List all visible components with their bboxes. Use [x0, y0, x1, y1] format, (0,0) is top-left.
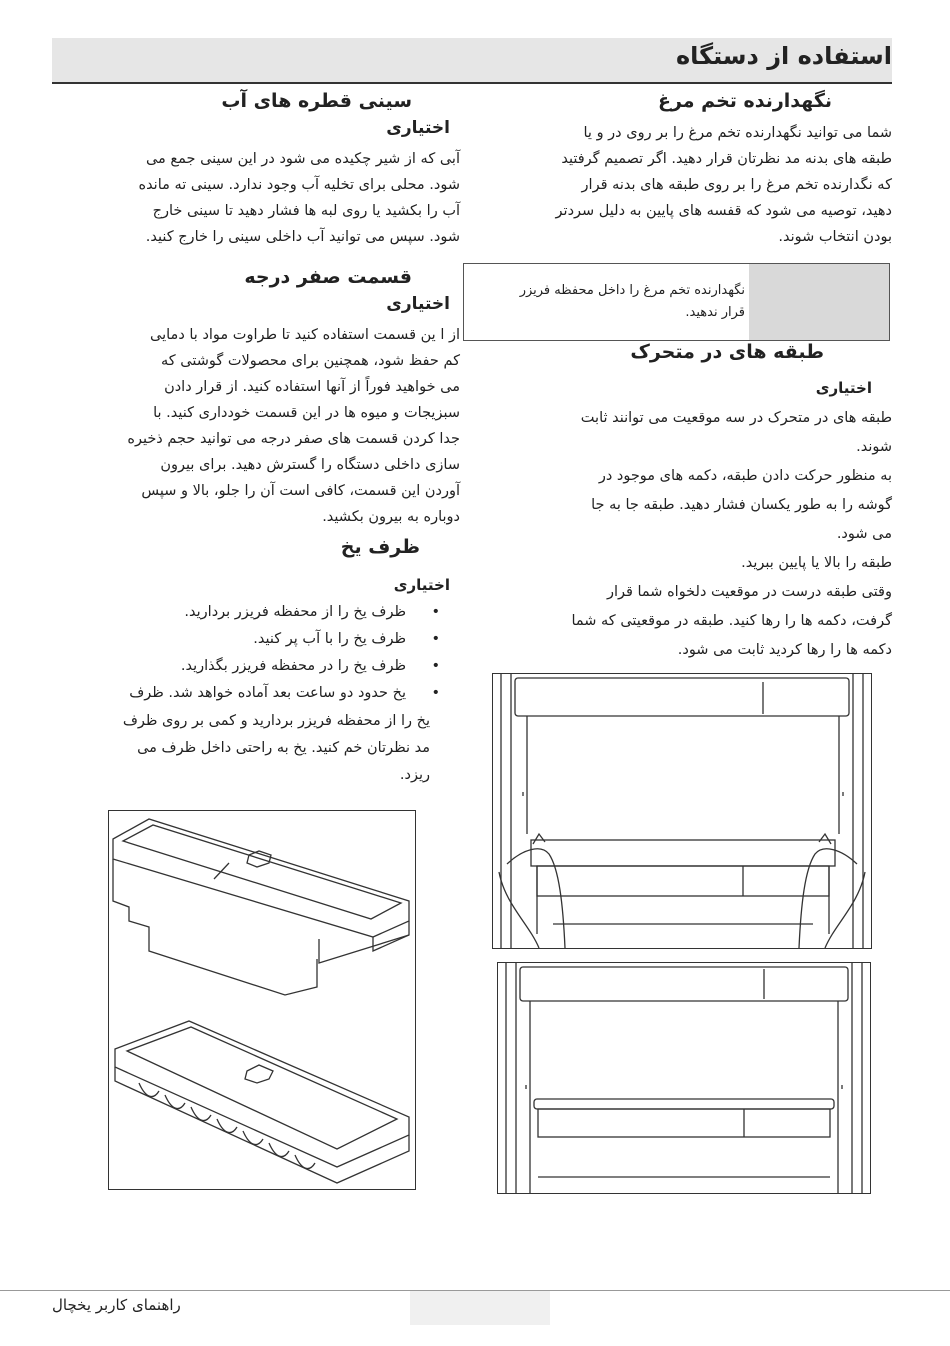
ice-tray-illustration: [108, 810, 416, 1190]
door-shelves-text: طبقه های در متحرک در سه موقعیت می توانند ثابت شوند. به منظور حرکت دادن طبقه، دکمه های موجود در گوشه را به طور یکسان فشار دهید. طبقه جا به جا می شود. طبقه را بالا یا پایین ببرید. وقتی طبقه درست در موقعیت دلخواه شما قرار گرفت، دکمه ها را رها کنید. طبقه در موقعیتی که شما دکمه ها را رها کردید ثابت می شود.: [571, 410, 892, 658]
list-item: • ظرف یخ را در محفظه فریزر بگذارید.: [50, 653, 450, 680]
shelf-adjust-illustration: [492, 673, 872, 949]
note-icon-area: [749, 264, 889, 340]
ice-tray-steps: [50, 599, 450, 707]
page-title: استفاده از دستگاه: [676, 42, 892, 70]
page-number-box: [410, 1291, 550, 1325]
shelf-hands-drawing: [493, 674, 871, 948]
door-shelves-optional: اختیاری: [815, 379, 872, 397]
egg-holder-title: نگهدارنده تخم مرغ: [658, 90, 832, 112]
zero-degree-title: قسمت صفر درجه: [244, 266, 412, 288]
drip-tray-optional: اختیاری: [386, 118, 450, 138]
list-item: • ظرف یخ را از محفظه فریزر بردارید.: [50, 599, 450, 626]
footer-title: راهنمای کاربر یخچال: [52, 1296, 181, 1314]
door-shelves-title: طبقه های در متحرک: [630, 341, 824, 363]
list-item: • یخ حدود دو ساعت بعد آماده خواهد شد. ظرف: [50, 680, 450, 707]
drip-tray-text: آبی که از شیر چکیده می شود در این سینی جمع می شود. محلی برای تخلیه آب وجود ندارد. سینی ته مانده آب را بکشید یا روی لبه ها فشار دهید تا سینی خارج شود. سپس می توانید آب داخلی سینی را خارج کنید.: [138, 151, 460, 245]
drip-tray-title: سینی قطره های آب: [221, 90, 412, 112]
note-text: نگهدارنده تخم مرغ را داخل محفظه فریزر قرار ندهید.: [519, 283, 745, 320]
zero-degree-optional: اختیاری: [386, 294, 450, 314]
shelf-position-illustration: [497, 962, 871, 1194]
shelf-drawing: [498, 963, 870, 1193]
ice-tray-drawing: [109, 811, 415, 1189]
ice-tray-title: ظرف یخ: [340, 536, 420, 558]
header-divider: [52, 82, 892, 84]
egg-holder-text: شما می توانید نگهدارنده تخم مرغ را بر روی در و یا طبقه های بدنه مد نظرتان قرار دهید. اگر تصمیم گرفتید که نگدارنده تخم مرغ را بر روی طبقه های بدنه قرار دهید، توصیه می شود که قفسه های پایین به دلیل سردتر بودن انتخاب شوند.: [555, 125, 892, 245]
warning-note: [463, 263, 890, 341]
ice-tray-optional: اختیاری: [393, 576, 450, 594]
list-item: • ظرف یخ را با آب پر کنید.: [50, 626, 450, 653]
ice-tray-continuation: یخ را از محفظه فریزر بردارید و کمی بر روی ظرف مد نظرتان خم کنید. یخ به راحتی داخل ظرف می ریزد.: [122, 713, 430, 783]
zero-degree-text: از ا ین قسمت استفاده کنید تا طراوت مواد با دمایی کم حفظ شود، همچنین برای محصولات گوشتی که می خواهید فوراً از آنها استفاده کنید. از قرار دادن سبزیجات و میوه ها در این قسمت خودداری کنید. با جدا کردن قسمت های صفر درجه می توانید حجم ذخیره سازی داخلی دستگاه را گسترش دهید. برای بیرون آوردن این قسمت، کافی است آن را جلو، بالا و سپس دوباره به بیرون بکشید.: [127, 327, 460, 525]
